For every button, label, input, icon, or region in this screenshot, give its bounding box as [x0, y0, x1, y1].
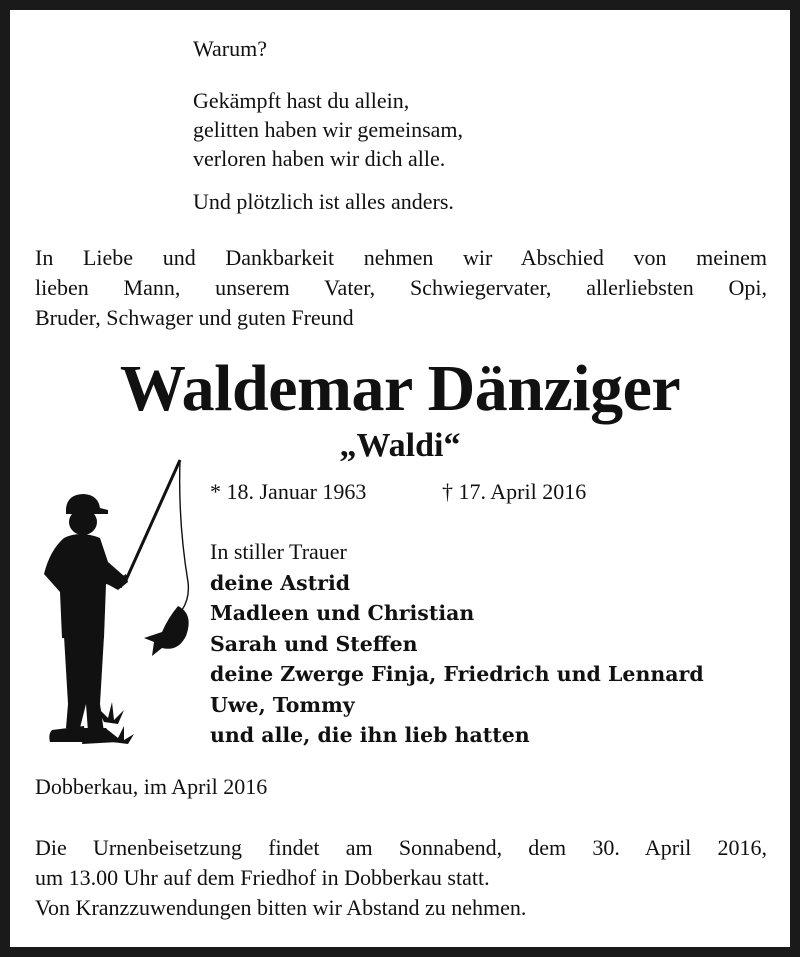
poem-line: Gekämpft hast du allein,: [193, 88, 410, 113]
mourner-name: Sarah und Steffen: [210, 631, 418, 656]
deceased-name: Waldemar Dänziger: [119, 352, 681, 425]
intro-line: lieben Mann, unserem Vater, Schwiegervater, allerliebsten Opi,: [35, 275, 767, 300]
mourner-name: Madleen und Christian: [210, 601, 475, 625]
intro-line: Bruder, Schwager und guten Freund: [35, 305, 354, 330]
place-date: Dobberkau, im April 2016: [35, 774, 268, 799]
poem-line: verloren haben wir dich alle.: [193, 146, 446, 171]
burial-line: um 13.00 Uhr auf dem Friedhof in Dobberkau statt.: [35, 865, 490, 890]
intro-line: In Liebe und Dankbarkeit nehmen wir Abschied von meinem: [35, 245, 767, 270]
burial-line: Von Kranzzuwendungen bitten wir Abstand zu nehmen.: [35, 895, 527, 920]
mourner-name: deine Astrid: [210, 570, 351, 595]
mourners-heading: In stiller Trauer: [210, 539, 347, 564]
poem-line-last: Und plötzlich ist alles anders.: [193, 189, 454, 214]
death-date: † 17. April 2016: [442, 479, 587, 504]
mourner-name: und alle, die ihn lieb hatten: [210, 723, 530, 747]
burial-line: Die Urnenbeisetzung findet am Sonnabend, dem 30. April 2016,: [35, 835, 767, 860]
birth-date: * 18. Januar 1963: [210, 479, 367, 504]
fisherman-silhouette-icon: [28, 442, 198, 752]
intro-paragraph: [35, 243, 767, 333]
poem-line: gelitten haben wir gemeinsam,: [193, 117, 464, 142]
obituary-notice: [10, 10, 790, 947]
mourner-name: deine Zwerge Finja, Friedrich und Lennard: [210, 662, 704, 686]
mourners-block: [210, 537, 704, 751]
deceased-nickname: „Waldi“: [339, 427, 461, 464]
poem-stanza: [193, 86, 463, 173]
mourner-name: Uwe, Tommy: [210, 692, 355, 717]
burial-info: [35, 833, 767, 923]
poem-line-warum: Warum?: [193, 36, 267, 61]
